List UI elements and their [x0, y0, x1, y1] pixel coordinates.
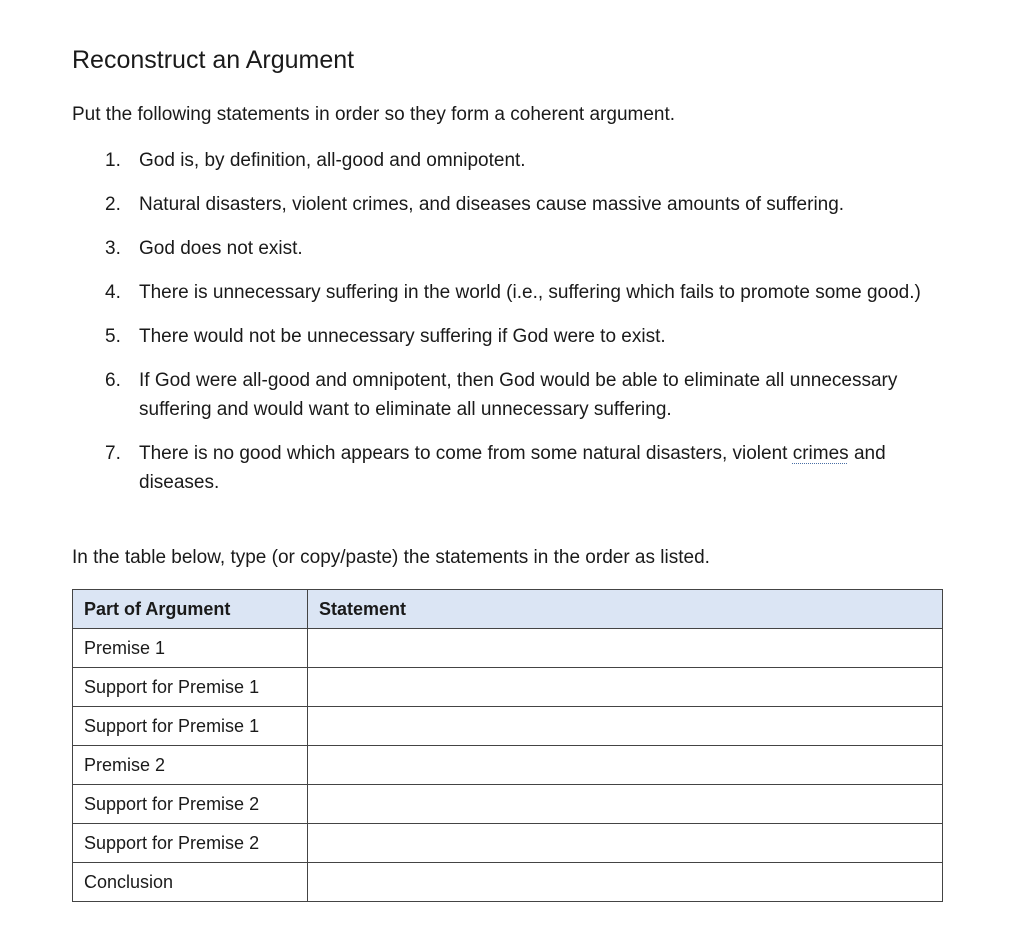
- part-cell: Support for Premise 2: [73, 824, 308, 863]
- list-item: [72, 278, 952, 307]
- list-item: [72, 322, 952, 351]
- list-item-number: 1.: [105, 150, 121, 171]
- list-item-number: 4.: [105, 282, 121, 303]
- list-item-text[interactable]: There is unnecessary suffering in the world (i.e., suffering which fails to promote some good.): [139, 282, 921, 303]
- column-header-statement: Statement: [308, 590, 943, 629]
- statement-cell[interactable]: [308, 785, 943, 824]
- list-item-text[interactable]: God does not exist.: [139, 238, 303, 259]
- table-row: [73, 668, 943, 707]
- spellcheck-flagged-word[interactable]: crimes: [792, 443, 849, 464]
- list-item-text-end: and diseases.: [139, 443, 886, 493]
- list-item-text[interactable]: [139, 443, 886, 493]
- list-item-number: 6.: [105, 370, 121, 391]
- list-item-number: 7.: [105, 443, 121, 464]
- table-row: [73, 863, 943, 902]
- list-item: [72, 146, 952, 175]
- page-title: Reconstruct an Argument: [72, 46, 355, 74]
- list-item-number: 3.: [105, 238, 121, 259]
- table-row: [73, 707, 943, 746]
- list-item-text[interactable]: God is, by definition, all-good and omnipotent.: [139, 150, 526, 171]
- part-cell: Conclusion: [73, 863, 308, 902]
- part-cell: Support for Premise 1: [73, 668, 308, 707]
- table-header-row: [73, 590, 943, 629]
- table-intro-text: In the table below, type (or copy/paste) the statements in the order as listed.: [72, 547, 710, 568]
- part-cell: Premise 2: [73, 746, 308, 785]
- statement-cell[interactable]: [308, 824, 943, 863]
- list-item-number: 2.: [105, 194, 121, 215]
- statement-cell[interactable]: [308, 746, 943, 785]
- table-row: [73, 824, 943, 863]
- statement-cell[interactable]: [308, 863, 943, 902]
- list-item-text-start: There is no good which appears to come from some natural disasters, violent: [139, 443, 793, 464]
- instructions-text: Put the following statements in order so they form a coherent argument.: [72, 104, 676, 125]
- statement-list: [72, 146, 952, 512]
- part-cell: Support for Premise 2: [73, 785, 308, 824]
- list-item: [72, 234, 952, 263]
- statement-cell[interactable]: [308, 707, 943, 746]
- list-item: [72, 366, 952, 424]
- list-item-text[interactable]: Natural disasters, violent crimes, and diseases cause massive amounts of suffering.: [139, 194, 845, 215]
- table-row: [73, 629, 943, 668]
- statement-cell[interactable]: [308, 668, 943, 707]
- list-item-number: 5.: [105, 326, 121, 347]
- list-item-text[interactable]: If God were all-good and omnipotent, then God would be able to eliminate all unnecessary suffering and would want to eliminate all unnecessary suffering.: [139, 370, 898, 420]
- argument-table: [72, 589, 943, 902]
- table-row: [73, 785, 943, 824]
- list-item: [72, 190, 952, 219]
- column-header-part: Part of Argument: [73, 590, 308, 629]
- list-item: [72, 439, 952, 497]
- list-item-text[interactable]: There would not be unnecessary suffering if God were to exist.: [139, 326, 666, 347]
- statement-cell[interactable]: [308, 629, 943, 668]
- table-row: [73, 746, 943, 785]
- part-cell: Premise 1: [73, 629, 308, 668]
- part-cell: Support for Premise 1: [73, 707, 308, 746]
